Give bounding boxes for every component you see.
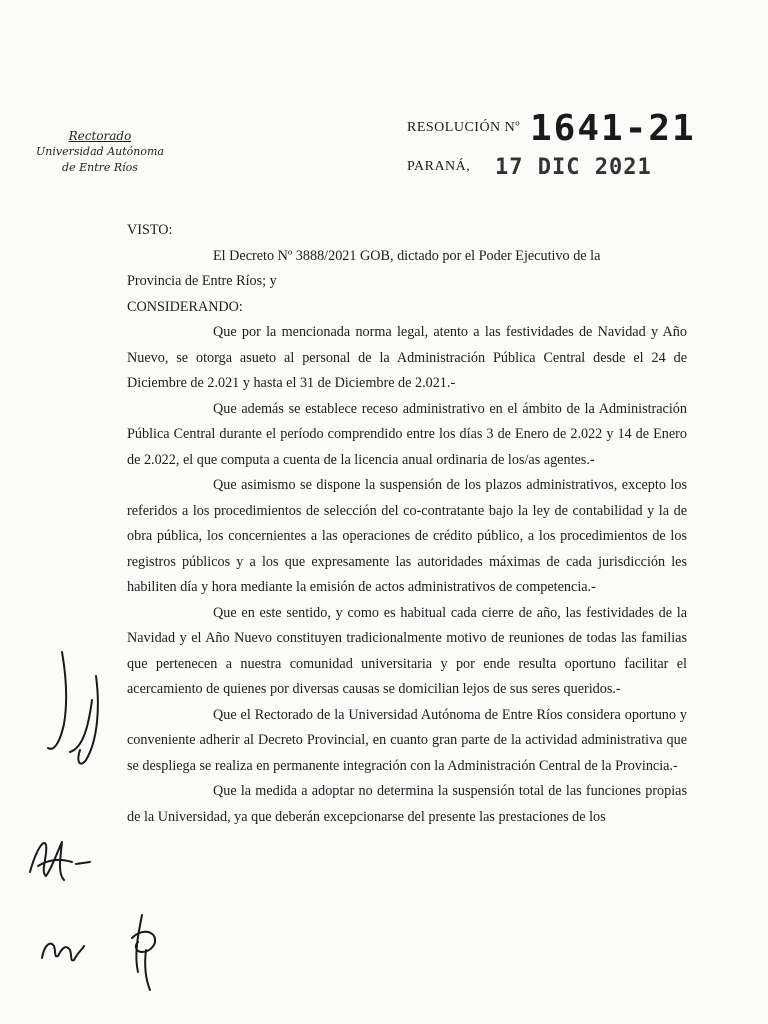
- resolution-number-stamp: 1641-21: [530, 108, 696, 149]
- resolution-label: RESOLUCIÓN Nº: [407, 120, 521, 135]
- signature-scribble-4: [132, 915, 155, 990]
- margin-signatures: [0, 0, 200, 1024]
- date-stamp: 17 DIC 2021: [495, 155, 652, 180]
- signature-initials-3: [42, 944, 84, 961]
- letterhead-rectorado: Rectorado: [68, 129, 132, 143]
- document-body: [127, 218, 687, 830]
- signature-scribble-1: [48, 652, 98, 764]
- place-label: PARANÁ,: [407, 159, 471, 174]
- visto-text-line-2: Provincia de Entre Ríos; y: [127, 273, 277, 289]
- paragraph-festividades: Que en este sentido, y como es habitual cada cierre de año, las festividades de la Navidad y el Año Nuevo constituyen tradicionalmente motivo de reuniones de todas las familias que pertenecen a nuestra comunidad universitaria y por ende resulta oportuno facilitar el acercamiento de quienes por diversas causas se domicilian lejos de sus seres queridos.-: [127, 604, 687, 697]
- letterhead-province: de Entre Ríos: [62, 161, 138, 174]
- signature-initials-2: [30, 842, 90, 880]
- considerando-heading: CONSIDERANDO:: [127, 298, 243, 315]
- visto-text-line-1: El Decreto Nº 3888/2021 GOB, dictado por el Poder Ejecutivo de la: [213, 247, 601, 264]
- paragraph-medida: Que la medida a adoptar no determina la suspensión total de las funciones propias de la Universidad, ya que deberán excepcionarse del presente las prestaciones de los: [127, 783, 687, 825]
- paragraph-suspension-plazos: Que asimismo se dispone la suspensión de los plazos administrativos, excepto los referidos a los procedimientos de selección del co-contratante bajo la ley de contabilidad y la de obra pública, los concernientes a las operaciones de crédito público, a los procedimientos de los registros públicos y a los que expresamente las autoridades máximas de cada jurisdicción les habiliten día y hora mediante la emisión de actos administrativos de competencia.-: [127, 477, 687, 595]
- paragraph-asueto: Que por la mencionada norma legal, atento a las festividades de Navidad y Año Nuevo, se otorga asueto al personal de la Administración Pública Central desde el 24 de Diciembre de 2.021 y hasta el 31 de Diciembre de 2.021.-: [127, 324, 687, 391]
- letterhead-university: Universidad Autónoma: [36, 145, 164, 158]
- paragraph-adhesion: Que el Rectorado de la Universidad Autónoma de Entre Ríos considera oportuno y conveniente adherir al Decreto Provincial, en cuanto gran parte de la actividad administrativa que se despliega se realiza en permanente integración con la Administración Central de la Provincia.-: [127, 706, 687, 774]
- paragraph-receso: Que además se establece receso administrativo en el ámbito de la Administración Pública Central durante el período comprendido entre los días 3 de Enero de 2.022 y 14 de Enero de 2.022, el que computa a cuenta de la licencia anual ordinaria de los/as agentes.-: [127, 400, 687, 468]
- visto-heading: VISTO:: [127, 222, 173, 238]
